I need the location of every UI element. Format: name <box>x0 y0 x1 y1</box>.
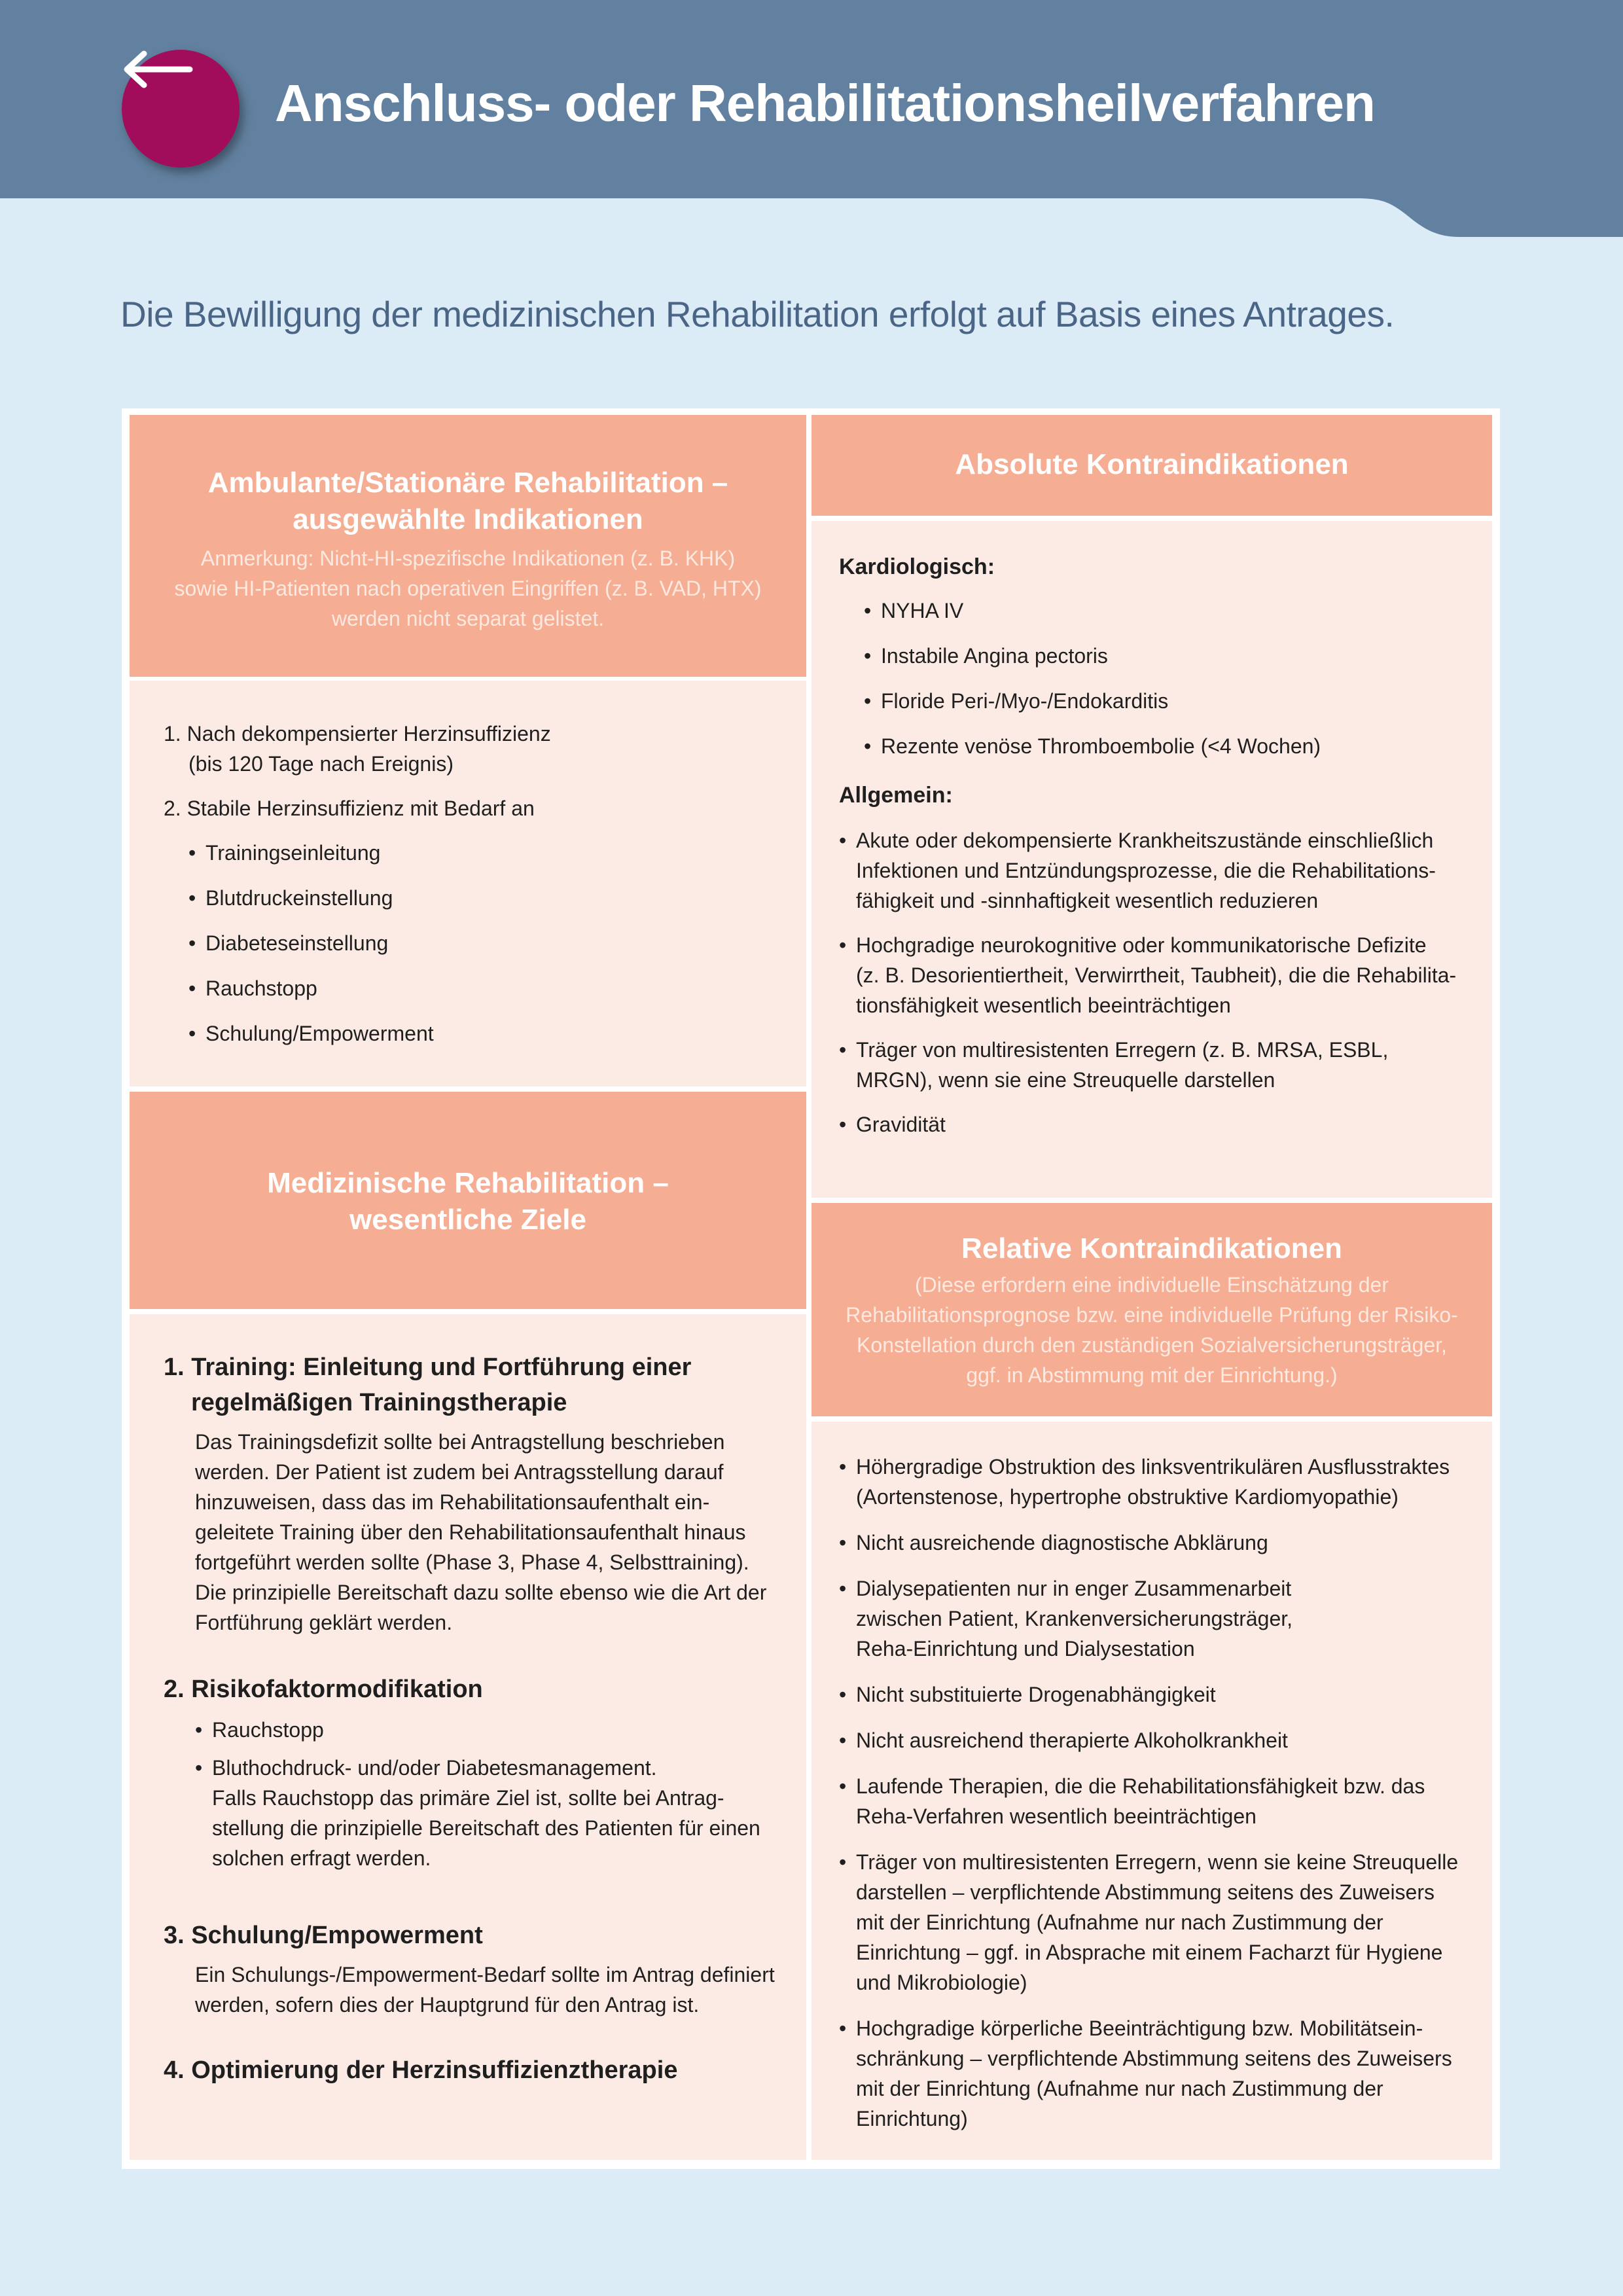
absolute-general-item <box>839 825 1492 916</box>
absolute-general-list <box>839 825 1492 1139</box>
relative-item-line: • Nicht substituierte Drogenabhängigkeit <box>856 1683 1216 1706</box>
goal-3-text-line: Ein Schulungs-/Empowerment-Bedarf sollte im Antrag definiert <box>195 1963 775 1986</box>
relative-item-line: Reha-Verfahren wesentlich beeinträchtigen <box>856 1804 1257 1828</box>
absolute-cardio-item: • Rezente venöse Thromboembolie (<4 Wochen) <box>864 731 1492 761</box>
relative-item <box>839 1771 1492 1831</box>
goal-2-title: 2. Risikofaktormodifikation <box>164 1676 483 1703</box>
relative-item <box>839 1847 1492 1998</box>
relative-note-line: Rehabilitationsprognose bzw. eine individuelle Prüfung der Risiko- <box>846 1303 1458 1327</box>
relative-item-line: • Hochgradige körperliche Beeinträchtigung bzw. Mobilitätsein- <box>856 2017 1423 2040</box>
goal-2-bullet-line: • Bluthochdruck- und/oder Diabetesmanagement. <box>212 1756 657 1780</box>
goal-2-bullet: • Rauchstopp <box>195 1715 806 1745</box>
goal-2-bullet-line: stellung die prinzipielle Bereitschaft des Patienten für einen <box>212 1816 760 1840</box>
absolute-general-label: Allgemein: <box>839 783 953 808</box>
goal-1-title-cont: regelmäßigen Trainingstherapie <box>191 1389 567 1416</box>
goal-3-title: 3. Schulung/Empowerment <box>164 1922 483 1949</box>
absolute-cardio-item: • NYHA IV <box>864 596 1492 626</box>
relative-header <box>812 1203 1492 1416</box>
relative-item <box>839 1725 1492 1755</box>
absolute-general-line: tionsfähigkeit wesentlich beeinträchtigen <box>856 994 1231 1017</box>
goal-1-text-line: fortgeführt werden sollte (Phase 3, Phase 4, Selbsttraining). <box>195 1551 749 1574</box>
indication-subitem: • Schulung/Empowerment <box>188 1018 806 1049</box>
absolute-cardio-item: • Instabile Angina pectoris <box>864 641 1492 671</box>
indication-subitem: • Diabeteseinstellung <box>188 928 806 958</box>
goal-3-text <box>164 1960 806 2020</box>
relative-item <box>839 1573 1492 1664</box>
absolute-cardio-list <box>839 596 1492 761</box>
absolute-cardio-label: Kardiologisch: <box>839 554 995 579</box>
relative-item-line: Einrichtung – ggf. in Absprache mit einem Facharzt für Hygiene <box>856 1941 1443 1964</box>
absolute-general-line: fähigkeit und -sinnhaftigkeit wesentlich reduzieren <box>856 889 1319 912</box>
relative-item <box>839 1452 1492 1512</box>
indications-note-line1: Anmerkung: Nicht-HI-spezifische Indikationen (z. B. KHK) <box>200 547 736 570</box>
goal-2-bullet-line: Falls Rauchstopp das primäre Ziel ist, sollte bei Antrag- <box>212 1786 724 1810</box>
page-title: Anschluss- oder Rehabilitationsheilverfahren <box>275 74 1375 132</box>
indication-subitem: • Trainingseinleitung <box>188 838 806 868</box>
indication-subitems <box>164 838 806 1049</box>
indications-title-line2: ausgewählte Indikationen <box>293 503 643 535</box>
relative-item-line: zwischen Patient, Krankenversicherungsträger, <box>856 1607 1293 1630</box>
indication-subitem: • Blutdruckeinstellung <box>188 883 806 913</box>
indications-note-line3: werden nicht separat gelistet. <box>331 607 605 630</box>
relative-item-line: schränkung – verpflichtende Abstimmung seitens des Zuweisers <box>856 2047 1452 2070</box>
relative-item-line: • Träger von multiresistenten Erregern, wenn sie keine Streuquelle <box>856 1850 1459 1874</box>
goal-3-text-line: werden, sofern dies der Hauptgrund für den Antrag ist. <box>195 1993 700 2017</box>
goal-1-text-line: hinzuweisen, dass das im Rehabilitationsaufenthalt ein- <box>195 1490 710 1514</box>
relative-note-line: Konstellation durch den zuständigen Sozialversicherungsträger, <box>857 1333 1447 1357</box>
goal-1-text-line: Fortführung geklärt werden. <box>195 1611 453 1634</box>
goal-1-text-line: werden. Der Patient ist zudem bei Antragsstellung darauf <box>195 1460 724 1484</box>
indication-item-1: 1. Nach dekompensierter Herzinsuffizienz <box>164 722 551 745</box>
absolute-general-line: • Hochgradige neurokognitive oder kommunikatorische Defizite <box>856 933 1427 957</box>
absolute-general-item <box>839 930 1492 1020</box>
back-button[interactable] <box>122 50 240 168</box>
absolute-general-item <box>839 1035 1492 1095</box>
absolute-header <box>812 415 1492 516</box>
goals-title-line2: wesentliche Ziele <box>349 1204 586 1236</box>
goals-title-line1: Medizinische Rehabilitation – <box>267 1167 669 1199</box>
goal-1-text-line: Das Trainingsdefizit sollte bei Antragstellung beschrieben <box>195 1430 725 1454</box>
relative-item-line: Einrichtung) <box>856 2107 968 2130</box>
relative-item-line: Reha-Einrichtung und Dialysestation <box>856 1637 1195 1660</box>
relative-item <box>839 1679 1492 1710</box>
relative-item-line: mit der Einrichtung (Aufnahme nur nach Zustimmung der <box>856 1910 1383 1934</box>
relative-item-line: mit der Einrichtung (Aufnahme nur nach Zustimmung der <box>856 2077 1383 2100</box>
relative-note <box>812 1270 1492 1390</box>
content-grid <box>122 408 1500 2169</box>
relative-item-line: • Laufende Therapien, die die Rehabilitationsfähigkeit bzw. das <box>856 1774 1425 1798</box>
relative-note-line: ggf. in Abstimmung mit der Einrichtung.) <box>966 1363 1338 1387</box>
absolute-general-line: • Gravidität <box>856 1113 946 1136</box>
relative-title: Relative Kontraindikationen <box>961 1232 1342 1265</box>
goals-header <box>130 1092 806 1309</box>
absolute-general-line: MRGN), wenn sie eine Streuquelle darstellen <box>856 1068 1275 1092</box>
absolute-body <box>812 521 1492 1198</box>
indication-item-1-detail: (bis 120 Tage nach Ereignis) <box>188 752 454 776</box>
goal-2-bullet-line: solchen erfragt werden. <box>212 1846 431 1870</box>
goal-1-text <box>164 1427 806 1638</box>
intro-text: Die Bewilligung der medizinischen Rehabilitation erfolgt auf Basis eines Antrages. <box>120 294 1395 334</box>
absolute-general-line: • Akute oder dekompensierte Krankheitszustände einschließlich <box>856 829 1434 852</box>
goal-2-list <box>164 1715 806 1873</box>
relative-item-line: • Höhergradige Obstruktion des linksventrikulären Ausflusstraktes <box>856 1455 1450 1479</box>
relative-item-line: darstellen – verpflichtende Abstimmung seitens des Zuweisers <box>856 1880 1435 1904</box>
indications-note-line2: sowie HI-Patienten nach operativen Eingriffen (z. B. VAD, HTX) <box>174 577 762 600</box>
absolute-general-item <box>839 1109 1492 1139</box>
indications-title-line1: Ambulante/Stationäre Rehabilitation – <box>207 467 728 499</box>
header-band <box>0 0 1623 237</box>
relative-item-line: • Dialysepatienten nur in enger Zusammenarbeit <box>856 1577 1292 1600</box>
relative-item <box>839 1528 1492 1558</box>
indication-item-2: 2. Stabile Herzinsuffizienz mit Bedarf an <box>164 797 535 820</box>
relative-item <box>839 2013 1492 2134</box>
absolute-general-line: • Träger von multiresistenten Erregern (z. B. MRSA, ESBL, <box>856 1038 1389 1062</box>
relative-item-line: (Aortenstenose, hypertrophe obstruktive Kardiomyopathie) <box>856 1485 1399 1509</box>
absolute-general-line: (z. B. Desorientiertheit, Verwirrtheit, Taubheit), die die Rehabilita- <box>856 963 1457 987</box>
goal-4-title: 4. Optimierung der Herzinsuffizienztherapie <box>164 2056 678 2084</box>
relative-body <box>812 1422 1492 2160</box>
indication-subitem: • Rauchstopp <box>188 973 806 1003</box>
relative-item-line: und Mikrobiologie) <box>856 1971 1027 1994</box>
goal-1-text-line: Die prinzipielle Bereitschaft dazu sollte ebenso wie die Art der <box>195 1581 767 1604</box>
relative-item-line: • Nicht ausreichend therapierte Alkoholkrankheit <box>856 1729 1288 1752</box>
relative-item-line: • Nicht ausreichende diagnostische Abklärung <box>856 1531 1268 1554</box>
goal-2-bullet <box>195 1753 806 1873</box>
absolute-title: Absolute Kontraindikationen <box>955 448 1349 480</box>
goals-body <box>130 1314 806 2160</box>
goal-1-title: 1. Training: Einleitung und Fortführung einer <box>164 1354 692 1381</box>
absolute-general-line: Infektionen und Entzündungsprozesse, die die Rehabilitations- <box>856 859 1436 882</box>
relative-note-line: (Diese erfordern eine individuelle Einschätzung der <box>915 1273 1389 1297</box>
goal-1-text-line: geleitete Training über den Rehabilitationsaufenthalt hinaus <box>195 1520 746 1544</box>
arrow-left-icon <box>122 50 194 89</box>
absolute-cardio-item: • Floride Peri-/Myo-/Endokarditis <box>864 686 1492 716</box>
indications-header <box>130 415 806 677</box>
indications-body <box>130 681 806 1086</box>
